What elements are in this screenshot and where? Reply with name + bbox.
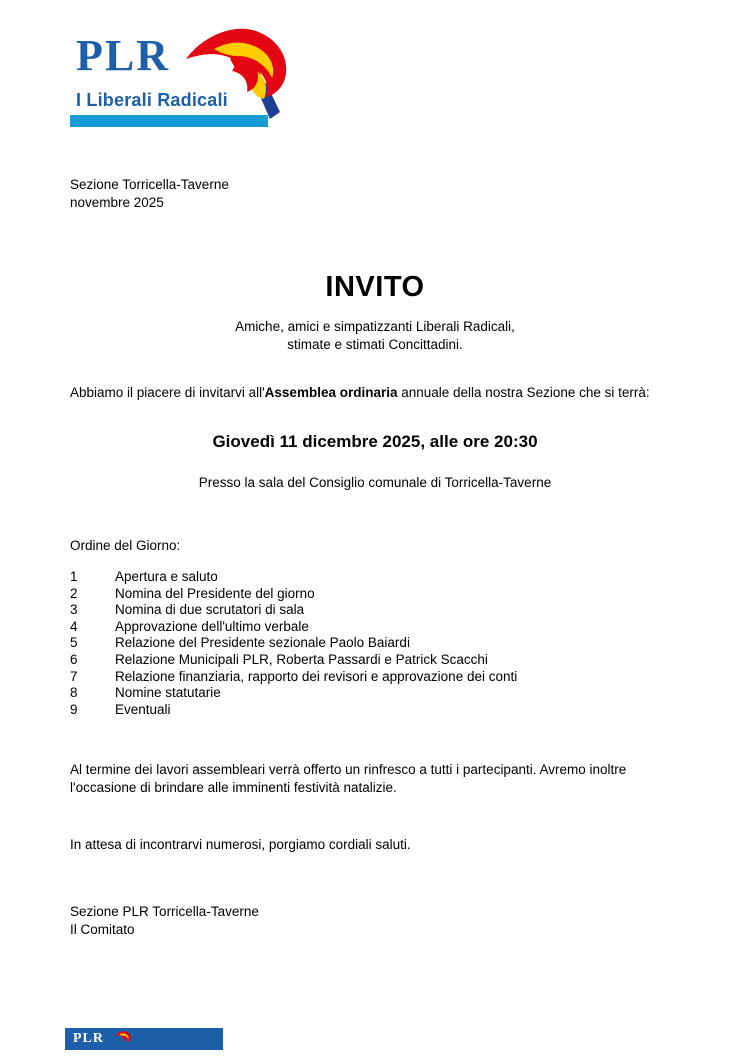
intro-paragraph <box>70 384 682 402</box>
footer-plr-acronym: PLR <box>73 1031 104 1046</box>
footer-flame-icon <box>110 1031 136 1047</box>
sender-section-line: Sezione Torricella-Taverne <box>70 177 229 192</box>
agenda-item-text: Relazione del Presidente sezionale Paolo Baiardi <box>115 635 410 651</box>
agenda-item <box>70 669 682 686</box>
salutation-block <box>0 318 750 354</box>
footer-plr-logo <box>65 1028 223 1050</box>
agenda-item <box>70 702 682 719</box>
signature-block <box>70 903 682 939</box>
agenda-item-text: Relazione Municipali PLR, Roberta Passardi e Patrick Scacchi <box>115 651 488 667</box>
signature-line-1: Sezione PLR Torricella-Taverne <box>70 904 259 919</box>
plr-logo-bar <box>70 115 268 127</box>
agenda-item-number: 3 <box>70 602 78 618</box>
flame-torch-icon <box>186 27 291 127</box>
plr-logo-tagline: I Liberali Radicali <box>76 90 228 110</box>
agenda-item <box>70 619 682 636</box>
agenda-item-text: Nomina di due scrutatori di sala <box>115 602 305 618</box>
closing-paragraph-2: In attesa di incontrarvi numerosi, porgiamo cordiali saluti. <box>70 837 411 852</box>
agenda-item <box>70 602 682 619</box>
agenda-item-number: 5 <box>70 635 78 651</box>
salutation-line-1: Amiche, amici e simpatizzanti Liberali Radicali, <box>235 319 515 334</box>
agenda-item-text: Relazione finanziaria, rapporto dei revisori e approvazione dei conti <box>115 668 518 684</box>
intro-text-before: Abbiamo il piacere di invitarvi all' <box>70 385 265 400</box>
agenda-item <box>70 685 682 702</box>
agenda-item-number: 7 <box>70 668 78 684</box>
closing-paragraph-1: Al termine dei lavori assembleari verrà offerto un rinfresco a tutti i partecipanti. Avremo inoltre l'occasione di brindare alle imminenti festività natalizie. <box>70 762 627 795</box>
agenda-item-number: 4 <box>70 618 78 634</box>
agenda-item-text: Approvazione dell'ultimo verbale <box>115 618 309 634</box>
salutation-line-2: stimate e stimati Concittadini. <box>287 337 463 352</box>
agenda-item-number: 8 <box>70 685 78 701</box>
agenda-item <box>70 635 682 652</box>
agenda-item <box>70 586 682 603</box>
sender-date-line: novembre 2025 <box>70 195 164 210</box>
plr-logo-acronym: PLR <box>76 31 170 80</box>
intro-text-bold: Assemblea ordinaria <box>264 385 398 400</box>
agenda-item-number: 1 <box>70 569 78 584</box>
event-location: Presso la sala del Consiglio comunale di Torricella-Taverne <box>198 475 552 490</box>
agenda-item <box>70 652 682 669</box>
agenda-heading: Ordine del Giorno: <box>70 538 181 553</box>
agenda-item-text: Nomine statutarie <box>115 685 221 701</box>
event-datetime: Giovedì 11 dicembre 2025, alle ore 20:30 <box>212 432 538 451</box>
agenda-item-text: Eventuali <box>115 701 171 717</box>
agenda-item-text: Nomina del Presidente del giorno <box>115 585 315 601</box>
agenda-list <box>70 569 682 718</box>
agenda-item-number: 2 <box>70 585 78 601</box>
intro-text-after: annuale della nostra Sezione che si terrà: <box>397 385 650 400</box>
signature-line-2: Il Comitato <box>70 922 135 937</box>
plr-logo <box>68 28 288 130</box>
sender-block <box>70 176 682 212</box>
agenda-item-number: 9 <box>70 701 78 717</box>
document-title: INVITO <box>325 271 425 303</box>
agenda-item-number: 6 <box>70 651 78 667</box>
agenda-item <box>70 569 682 586</box>
agenda-item-text: Apertura e saluto <box>115 569 218 584</box>
